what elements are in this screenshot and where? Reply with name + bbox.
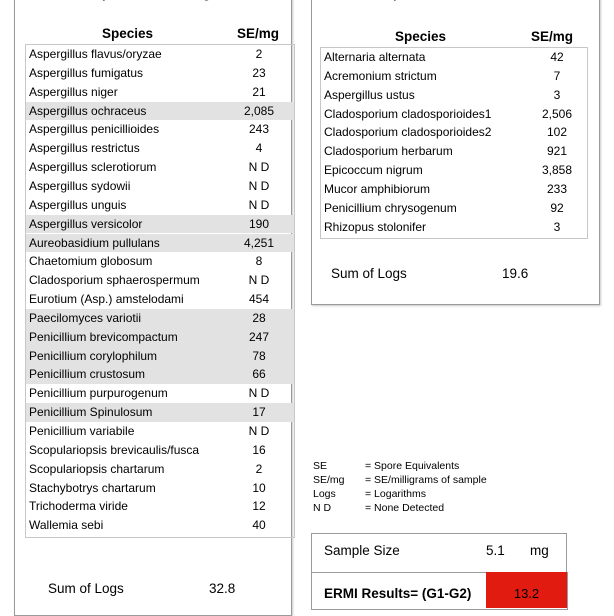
se-mg-value: N D (248, 386, 270, 401)
se-mg-value: 2,506 (541, 106, 573, 121)
se-mg-value: 3 (553, 87, 561, 102)
se-mg-value: N D (248, 273, 270, 288)
species-name: Aspergillus ustus (324, 87, 415, 102)
species-name: Acremonium strictum (324, 68, 437, 83)
se-mg-value: 2,085 (243, 103, 275, 118)
table-row (26, 215, 294, 234)
table-row (26, 441, 294, 460)
se-mg-value: 4 (255, 141, 263, 156)
species-name: Aspergillus niger (29, 84, 118, 99)
se-mg-value: 247 (248, 329, 270, 344)
species-name: Scopulariopsis brevicaulis/fusca (29, 442, 200, 457)
table-row (26, 102, 294, 121)
table-row (26, 196, 294, 215)
se-mg-value: 21 (252, 84, 266, 99)
group1-title (71, 0, 259, 1)
species-name: Paecilomyces variotii (29, 310, 142, 325)
species-name: Aspergillus flavus/oryzae (29, 47, 162, 61)
ermi-value: 13.2 (486, 572, 567, 608)
group2-title (362, 0, 561, 1)
se-mg-value: 102 (546, 125, 568, 140)
species-name: Epicoccum nigrum (324, 163, 423, 178)
species-name: Cladosporium cladosporioides1 (324, 106, 492, 121)
table-row (26, 120, 294, 139)
species-name: Chaetomium globosum (29, 254, 153, 269)
se-mg-value: 454 (248, 292, 270, 307)
group2-se-header: SE/mg (531, 29, 574, 44)
legend-abbr: SE (313, 460, 328, 472)
se-mg-value: 233 (546, 181, 568, 196)
table-row (26, 384, 294, 403)
se-mg-value: 42 (550, 50, 564, 64)
se-mg-value: 66 (252, 367, 266, 382)
se-mg-value: 4,251 (243, 235, 275, 250)
species-name: Mucor amphibiorum (324, 181, 431, 196)
species-name: Rhizopus stolonifer (324, 219, 427, 234)
species-name: Cladosporium sphaerospermum (29, 273, 200, 288)
se-mg-value: 2 (255, 47, 263, 61)
species-name: Aspergillus unguis (29, 197, 127, 212)
legend-abbr: Logs (313, 488, 336, 500)
table-row (26, 309, 294, 328)
table-row (26, 290, 294, 309)
group2-panel (311, 0, 600, 305)
group1-sum-label: Sum of Logs (48, 581, 124, 596)
table-row (26, 177, 294, 196)
species-name: Penicillium Spinulosum (29, 405, 153, 420)
se-mg-value: 921 (546, 144, 568, 159)
se-mg-value: 28 (252, 310, 266, 325)
table-row (321, 199, 587, 218)
species-name: Aspergillus ochraceus (29, 103, 147, 118)
legend-abbr: N D (313, 502, 332, 514)
se-mg-value: 190 (248, 216, 270, 231)
se-mg-value: 16 (252, 442, 266, 457)
table-row (26, 139, 294, 158)
species-name: Aspergillus fumigatus (29, 65, 144, 80)
table-row (26, 45, 294, 64)
table-row (321, 180, 587, 199)
species-name: Cladosporium herbarum (324, 144, 453, 159)
se-mg-value: 10 (252, 480, 266, 495)
se-mg-value: 3 (553, 219, 561, 234)
species-name: Penicillium crustosum (29, 367, 146, 382)
species-name: Aspergillus restrictus (29, 141, 140, 156)
table-row (26, 328, 294, 347)
table-row (26, 158, 294, 177)
table-row (26, 271, 294, 290)
species-name: Penicillium purpurogenum (29, 386, 168, 401)
table-row (321, 218, 587, 237)
table-row (321, 142, 587, 161)
table-row (321, 161, 587, 180)
legend-definition: = SE/milligrams of sample (365, 474, 487, 486)
table-row (26, 460, 294, 479)
table-row (321, 86, 587, 105)
sample-size-label: Sample Size (324, 543, 400, 558)
sample-size-box (311, 533, 567, 574)
species-name: Cladosporium cladosporioides2 (324, 125, 492, 140)
group1-panel (14, 0, 292, 616)
group1-table (25, 44, 295, 538)
se-mg-value: 7 (553, 68, 561, 83)
sample-size-value: 5.1 (486, 543, 505, 558)
table-row (321, 67, 587, 86)
se-mg-value: 243 (248, 122, 270, 137)
se-mg-value: N D (248, 160, 270, 175)
table-row (26, 479, 294, 498)
species-name: Penicillium variabile (29, 424, 135, 438)
se-mg-value: 40 (252, 518, 266, 533)
se-mg-value: 23 (252, 65, 266, 80)
se-mg-value: 12 (252, 499, 266, 514)
legend-definition: = Logarithms (365, 488, 426, 500)
species-name: Scopulariopsis chartarum (29, 461, 165, 476)
se-mg-value: 3,858 (541, 163, 573, 178)
table-row (321, 105, 587, 124)
table-row (26, 365, 294, 384)
group2-sum-label: Sum of Logs (331, 266, 407, 281)
group2-table (320, 47, 588, 239)
table-row (321, 48, 587, 67)
legend (313, 460, 563, 520)
species-name: Stachybotrys chartarum (29, 480, 156, 495)
legend-definition: = Spore Equivalents (365, 460, 460, 472)
table-row (26, 497, 294, 516)
table-row (26, 516, 294, 535)
table-row (26, 347, 294, 366)
legend-definition: = None Detected (365, 502, 445, 514)
species-name: Aspergillus versicolor (29, 216, 143, 231)
group1-species-header: Species (102, 26, 154, 41)
se-mg-value: N D (248, 197, 270, 212)
group2-sum-value: 19.6 (502, 266, 529, 281)
table-row (26, 64, 294, 83)
species-name: Eurotium (Asp.) amstelodami (29, 292, 184, 307)
sample-size-unit: mg (530, 543, 549, 558)
legend-abbr: SE/mg (313, 474, 345, 486)
species-name: Wallemia sebi (29, 518, 104, 533)
se-mg-value: N D (248, 178, 270, 193)
se-mg-value: N D (248, 424, 270, 438)
species-name: Aspergillus sydowii (29, 178, 131, 193)
table-row (321, 123, 587, 142)
se-mg-value: 8 (255, 254, 263, 269)
species-name: Penicillium chrysogenum (324, 200, 457, 215)
table-row (26, 422, 294, 441)
species-name: Aureobasidium pullulans (29, 235, 160, 250)
table-row (26, 252, 294, 271)
ermi-label: ERMI Results= (G1-G2) (324, 586, 472, 601)
se-mg-value: 92 (550, 200, 564, 215)
group1-sum-value: 32.8 (209, 581, 236, 596)
species-name: Aspergillus sclerotiorum (29, 160, 157, 175)
species-name: Aspergillus penicillioides (29, 122, 160, 137)
species-name: Penicillium corylophilum (29, 348, 158, 363)
se-mg-value: 17 (252, 405, 266, 420)
species-name: Penicillium brevicompactum (29, 329, 178, 344)
table-row (26, 403, 294, 422)
table-row (26, 234, 294, 253)
group2-species-header: Species (395, 29, 447, 44)
se-mg-value: 2 (255, 461, 263, 476)
species-name: Trichoderma viride (29, 499, 128, 514)
table-row (26, 83, 294, 102)
se-mg-value: 78 (252, 348, 266, 363)
group1-se-header: SE/mg (237, 26, 280, 41)
species-name: Alternaria alternata (324, 50, 426, 64)
